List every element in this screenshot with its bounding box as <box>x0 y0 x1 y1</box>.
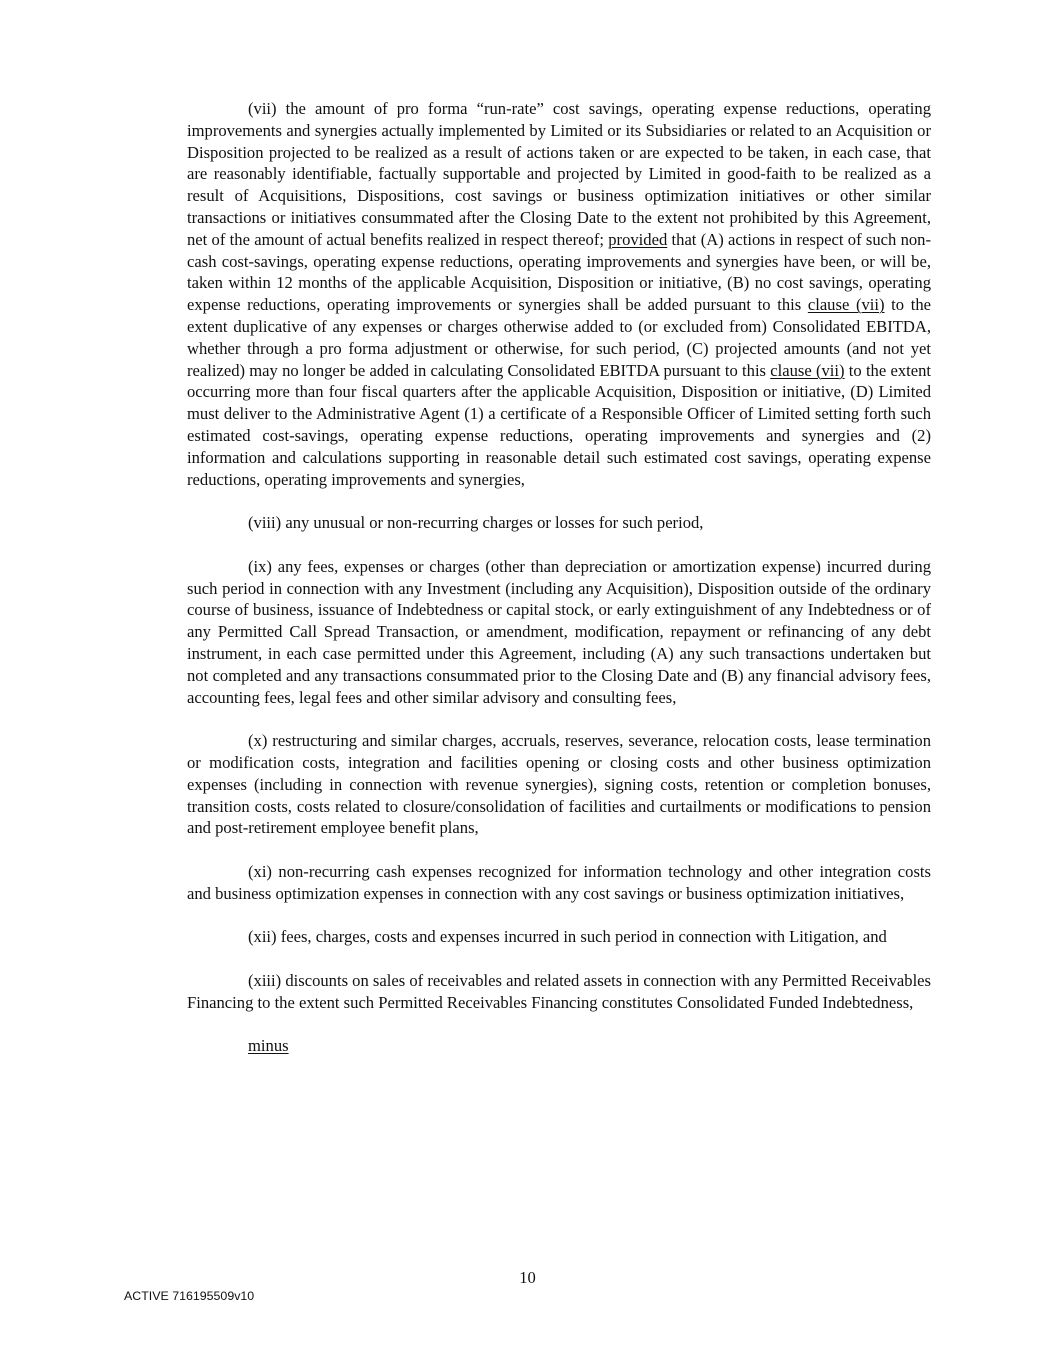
document-body <box>187 98 931 1079</box>
paragraph-x: (x) restructuring and similar charges, accruals, reserves, severance, relocation costs, lease termination or modification costs, integration and facilities opening or closing costs and other business optimization expenses (including in connection with revenue synergies), signing costs, retention or completion bonuses, transition costs, costs related to closure/consolidation of facilities and curtailments or modifications to pension and post-retirement employee benefit plans, <box>187 731 931 838</box>
paragraph-xii: (xii) fees, charges, costs and expenses incurred in such period in connection with Litigation, and <box>248 927 887 947</box>
document-id: ACTIVE 716195509v10 <box>124 1289 255 1303</box>
paragraph-viii: (viii) any unusual or non-recurring charges or losses for such period, <box>248 513 704 533</box>
minus-line <box>187 1035 931 1057</box>
paragraph-ix: (ix) any fees, expenses or charges (other than depreciation or amortization expense) incurred during such period in connection with any Investment (including any Acquisition), Disposition outside of the ordinary course of business, issuance of Indebtedness or capital stock, or early extinguishment of any Indebtedness or of any Permitted Call Spread Transaction, or amendment, modification, repayment or refinancing of any debt instrument, in each case permitted under this Agreement, including (A) any such transactions undertaken but not completed and any transactions consummated prior to the Closing Date and (B) any financial advisory fees, accounting fees, legal fees and other similar advisory and consulting fees, <box>187 556 931 707</box>
page-number: 10 <box>519 1268 536 1287</box>
paragraph-vii-text-4: to the extent occurring more than four fiscal quarters after the applicable Acquisition, Disposition or initiative, (D) Limited must deliver to the Administrative Agent (1) a certificate of a Responsible Officer of Limited setting forth such estimated cost-savings, operating expense reductions, operating improvements and synergies and (2) information and calculations supporting in reasonable detail such estimated cost savings, operating expense reductions, operating improvements and synergies, <box>187 360 932 489</box>
paragraph-vii-text-3: to the extent duplicative of any expenses or charges otherwise added to (or excluded from) Consolidated EBITDA, whether through a pro forma adjustment or otherwise, for such period, (C) projected amounts (and not yet realized) may no longer be added in calculating Consolidated EBITDA pursuant to this <box>187 295 931 380</box>
paragraph-xiii: (xiii) discounts on sales of receivables and related assets in connection with any Permitted Receivables Financing to the extent such Permitted Receivables Financing constitutes Consolidated Funded Indebtedness, <box>187 970 931 1012</box>
paragraph-vii-text-2: that (A) actions in respect of such non-cash cost-savings, operating expense reductions, operating improvements and synergies have been, or will be, taken within 12 months of the applicable Acquisition, Disposition or initiative, (B) no cost savings, operating expense reductions, operating improvements or synergies shall be added pursuant to this <box>187 229 932 315</box>
paragraph-vii <box>187 98 931 490</box>
paragraph-vii-text-1: (vii) the amount of pro forma “run-rate” cost savings, operating expense reductions, operating improvements and synergies actually implemented by Limited or its Subsidiaries or related to an Acquisition or Disposition projected to be realized as a result of actions taken or are expected to be taken, in each case, that are reasonably identifiable, factually supportable and projected by Limited in good-faith to be realized as a result of Acquisitions, Dispositions, cost savings or business optimization initiatives or other similar transactions or initiatives consummated after the Closing Date to the extent not prohibited by this Agreement, net of the amount of actual benefits realized in respect thereof; <box>187 99 931 249</box>
clause-vii-reference-2: clause (vii) <box>770 360 845 380</box>
provided-term: provided <box>608 229 668 249</box>
clause-vii-reference-1: clause (vii) <box>807 295 885 315</box>
minus-term: minus <box>248 1036 289 1056</box>
paragraph-xi: (xi) non-recurring cash expenses recognized for information technology and other integration costs and business optimization expenses in connection with any cost savings or business optimization initiatives, <box>187 861 931 903</box>
